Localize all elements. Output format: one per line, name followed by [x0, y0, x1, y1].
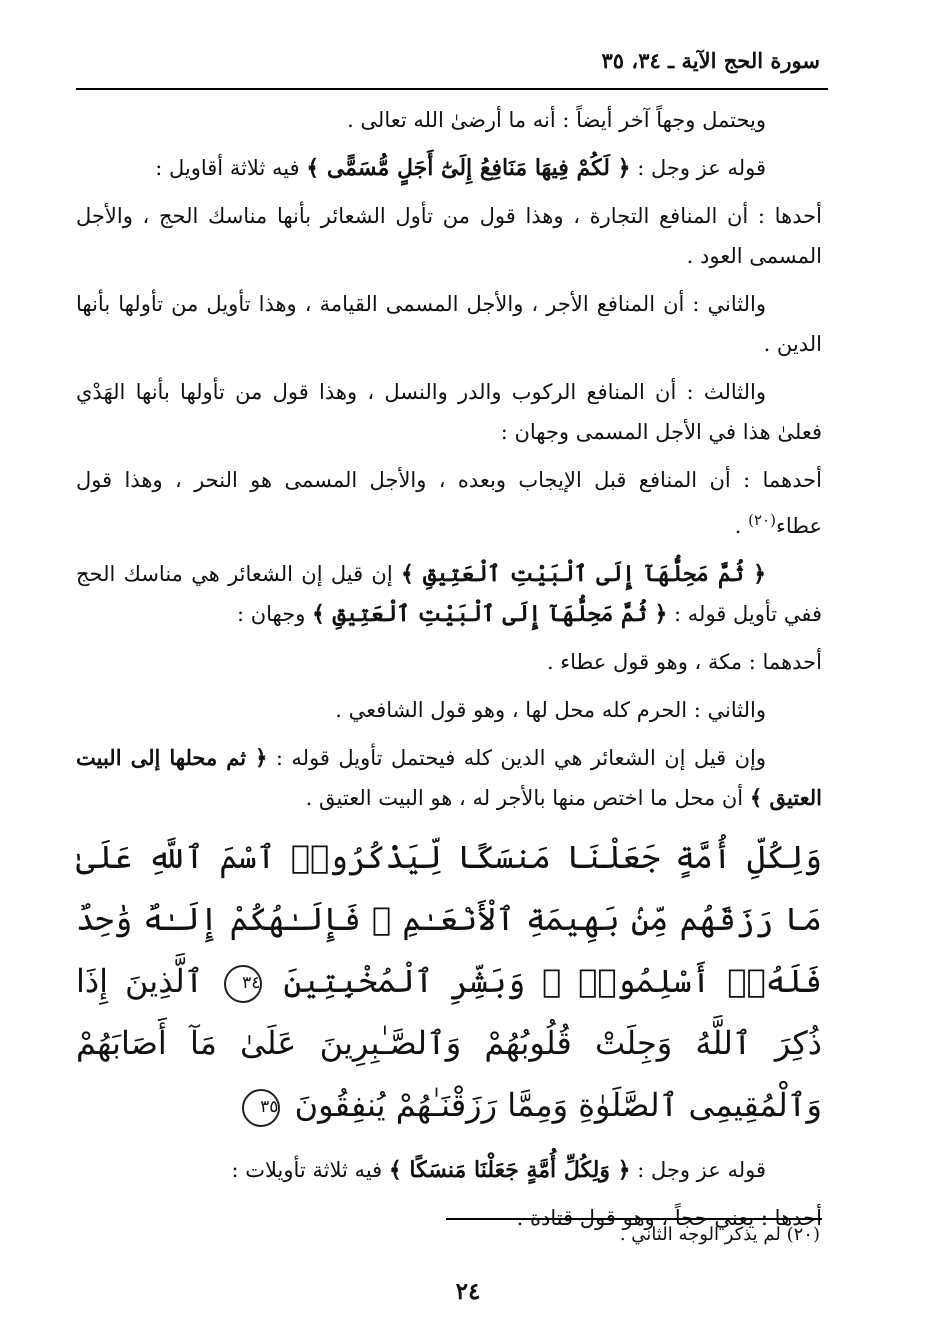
quran-quote: ﴿ وَلِكُلِّ أُمَّةٍ جَعَلْنَا مَنسَكًا ﴾ [388, 1157, 631, 1183]
text: وإن قيل إن الشعائر هي الدين كله فيحتمل تأويل قوله : [267, 746, 766, 770]
quran-quote: ﴿ ثُمَّ مَحِلُّهَآ إِلَى ٱلْبَيْتِ ٱلْعَتِيقِ ﴾ [312, 601, 668, 627]
paragraph: أحدها : يعني حجاً ، وهو قول قتادة . [516, 1206, 822, 1230]
quran-verse-block [76, 826, 822, 1136]
text: إن قيل إن الشعائر هي مناسك الحج ففي تأويل قوله : [76, 562, 822, 626]
text: قوله عز وجل : [630, 156, 766, 180]
paragraph [76, 738, 822, 818]
ayah-number-35: ٣٥ [242, 1089, 280, 1127]
paragraph: والثالث : أن المنافع الركوب والدر والنسل ، وهذا قول من تأولها بأنها الهَدْي فعلىٰ هذا في الأجل المسمى وجهان : [76, 380, 822, 444]
paragraph: والثاني : أن المنافع الأجر ، والأجل المسمى القيامة ، وهذا تأويل من تأولها بأنها الدين . [76, 292, 822, 356]
paragraph [76, 148, 822, 188]
running-header: سورة الحج الآية ـ ٣٤، ٣٥ [601, 48, 820, 73]
quran-quote: ﴿ ثُمَّ مَحِلُّهَآ إِلَى ٱلْبَيْتِ ٱلْعَتِيقِ ﴾ [400, 561, 766, 587]
text: فيه ثلاثة تأويلات : [231, 1158, 389, 1182]
text: أحدهما : أن المنافع قبل الإيجاب وبعده ، والأجل المسمى هو النحر ، وهذا قول عطاء [76, 468, 822, 538]
page-body [76, 100, 822, 1246]
text: أن محل ما اختص منها بالأجر له ، هو البيت العتيق . [305, 786, 750, 810]
footnote: (٢٠) لم يذكر الوجه الثاني . [619, 1224, 820, 1245]
footnote-ref: (٢٠) [748, 511, 776, 529]
verse-text: وَلِكُلِّ أُمَّةٍ جَعَلْنَا مَنسَكًا لِّيَذْكُرُوا۟ ٱسْمَ ٱللَّهِ عَلَىٰ مَا رَزَقَهُم مِّنۢ بَهِيمَةِ ٱلْأَنْعَـٰمِ ۗ فَإِلَـٰهُكُمْ إِلَـٰهٌ وَٰحِدٌ فَلَهُۥٓ أَسْلِمُوا۟ ۗ وَبَشِّرِ ٱلْمُخْبِتِينَ [76, 838, 823, 1000]
footnote-rule [446, 1218, 822, 1220]
text: قوله عز وجل : [630, 1158, 766, 1182]
paragraph [76, 554, 822, 634]
paragraph: أحدهما : مكة ، وهو قول عطاء . [546, 650, 822, 674]
ayah-number-34: ٣٤ [224, 965, 262, 1003]
quran-quote: ﴿ لَكُمْ فِيهَا مَنَافِعُ إِلَىٰٓ أَجَلٍ مُّسَمًّى ﴾ [306, 155, 631, 181]
text: . [734, 514, 749, 538]
paragraph: والثاني : الحرم كله محل لها ، وهو قول الشافعي . [335, 698, 766, 722]
paragraph [76, 1150, 822, 1190]
page-number: ٢٤ [455, 1278, 481, 1305]
paragraph: أحدها : أن المنافع التجارة ، وهذا قول من تأول الشعائر بأنها مناسك الحج ، والأجل المسمى العود . [76, 204, 822, 268]
text: وجهان : [236, 602, 313, 626]
bold-quote: ﴿ ثم محلها إلى البيت العتيق ﴾ [76, 745, 822, 810]
header-rule [76, 88, 828, 90]
paragraph: ويحتمل وجهاً آخر أيضاً : أنه ما أرضىٰ الله تعالى . [347, 108, 766, 132]
verse-text: ٱلَّذِينَ إِذَا ذُكِرَ ٱللَّهُ وَجِلَتْ قُلُوبُهُمْ وَٱلصَّـٰبِرِينَ عَلَىٰ مَآ أَصَابَهُمْ وَٱلْمُقِيمِى ٱلصَّلَوٰةِ وَمِمَّا رَزَقْنَـٰهُمْ يُنفِقُونَ [76, 962, 822, 1124]
paragraph [76, 460, 822, 546]
text: فيه ثلاثة أقاويل : [155, 156, 307, 180]
